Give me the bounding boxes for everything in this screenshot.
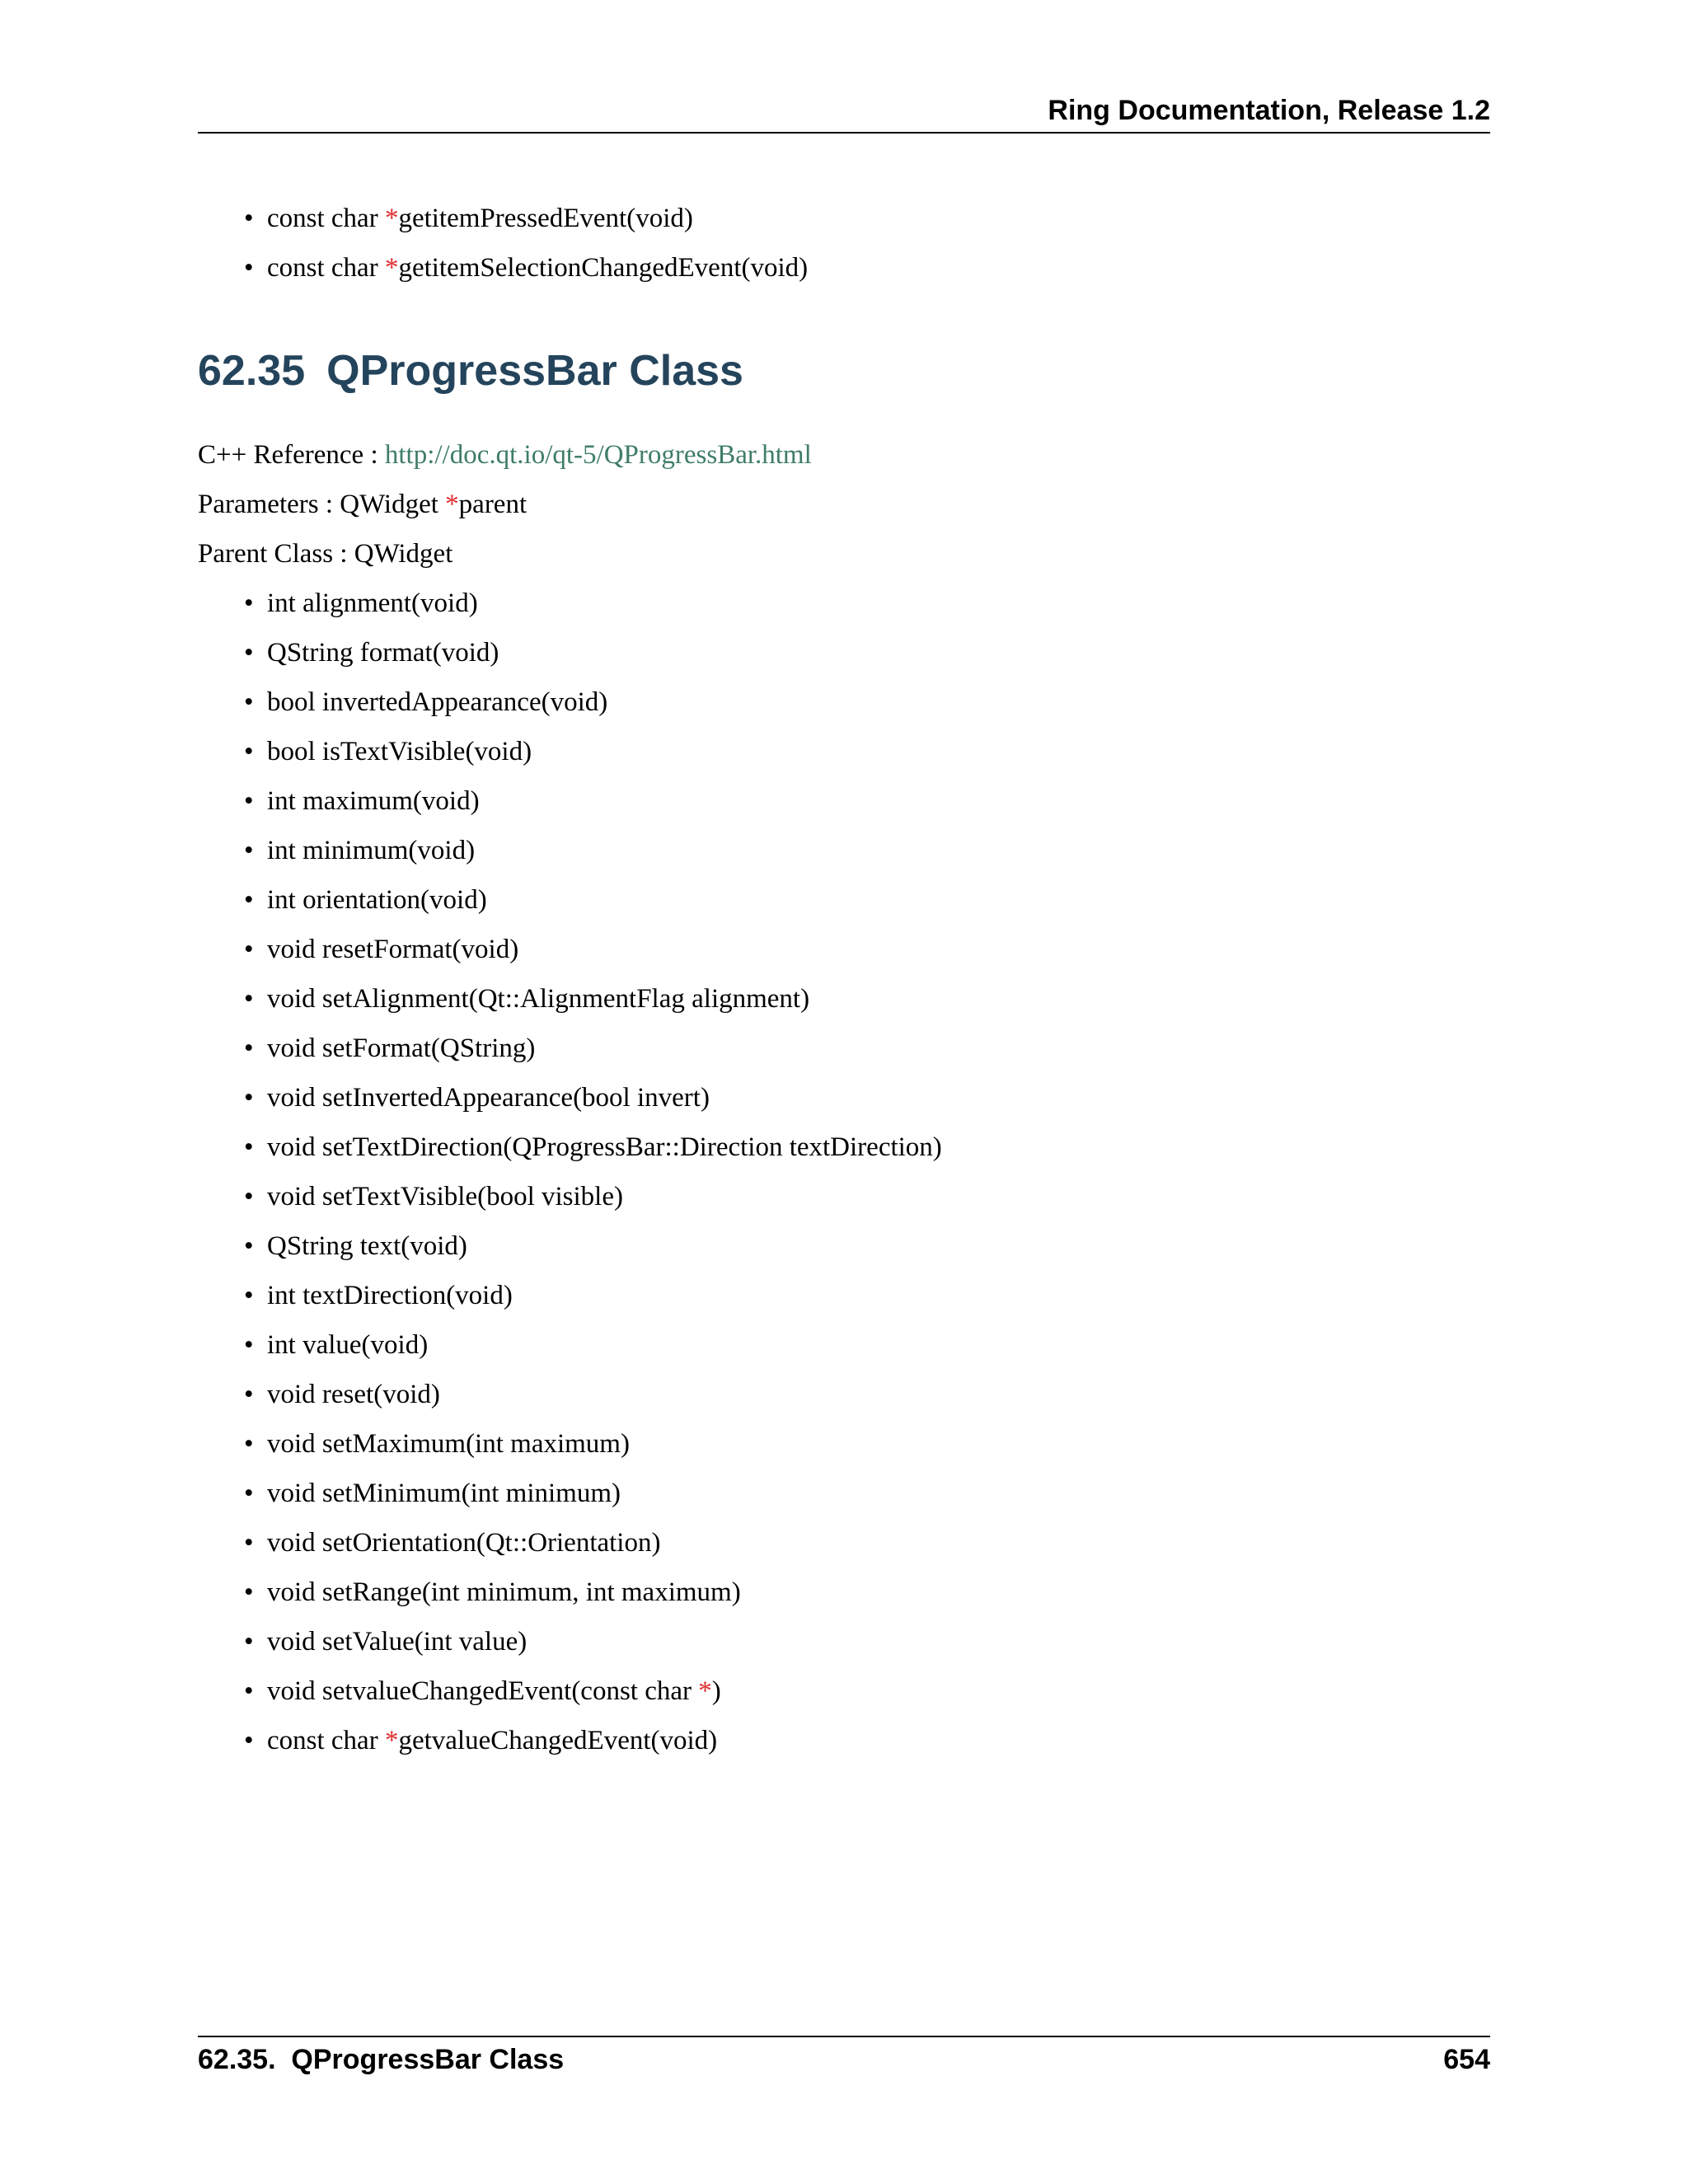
- method-signature: bool isTextVisible(void): [267, 737, 532, 766]
- bullet-icon: •: [244, 1577, 254, 1607]
- bullet-icon: •: [244, 1429, 254, 1459]
- method-signature-tail: ): [711, 1676, 721, 1706]
- bullet-icon: •: [244, 1132, 254, 1162]
- method-item: [244, 974, 942, 1024]
- bullet-icon: •: [244, 253, 254, 283]
- method-signature: void setvalueChangedEvent(const char: [267, 1676, 699, 1706]
- method-item: [244, 826, 942, 875]
- bullet-icon: •: [244, 1676, 254, 1706]
- bullet-icon: •: [244, 1033, 254, 1063]
- method-list: [244, 579, 942, 1765]
- pointer-asterisk: *: [384, 253, 399, 283]
- method-item: [244, 628, 942, 677]
- bullet-icon: •: [244, 1281, 254, 1310]
- bullet-icon: •: [244, 687, 254, 717]
- method-item: [244, 1271, 942, 1320]
- method-item: [244, 776, 942, 826]
- method-signature: void setRange(int minimum, int maximum): [267, 1577, 741, 1607]
- method-signature: void setValue(int value): [267, 1627, 528, 1657]
- bullet-icon: •: [244, 588, 254, 618]
- bullet-icon: •: [244, 786, 254, 816]
- method-signature: const char: [267, 1726, 385, 1755]
- method-signature-tail: getitemPressedEvent(void): [398, 204, 693, 233]
- bullet-icon: •: [244, 1726, 254, 1755]
- method-item: [244, 727, 942, 776]
- method-signature: void resetFormat(void): [267, 935, 519, 964]
- method-item: [244, 1568, 942, 1617]
- bullet-icon: •: [244, 1528, 254, 1558]
- bullet-icon: •: [244, 1231, 254, 1261]
- method-signature: void setOrientation(Qt::Orientation): [267, 1528, 661, 1558]
- bullet-icon: •: [244, 1479, 254, 1508]
- running-footer: [198, 2036, 1490, 2075]
- method-item: [244, 194, 808, 243]
- method-signature-tail: getvalueChangedEvent(void): [398, 1726, 718, 1755]
- method-item: [244, 1221, 942, 1271]
- method-item: [244, 1073, 942, 1122]
- parent-class-line: [198, 529, 452, 579]
- bullet-icon: •: [244, 1182, 254, 1212]
- method-item: [244, 925, 942, 974]
- method-signature: void setFormat(QString): [267, 1033, 536, 1063]
- method-signature: void setTextDirection(QProgressBar::Direction textDirection): [267, 1132, 942, 1162]
- method-signature: int maximum(void): [267, 786, 480, 816]
- method-item: [244, 1320, 942, 1370]
- method-item: [244, 1122, 942, 1172]
- parameters-label: Parameters : QWidget: [198, 490, 446, 519]
- cpp-reference-label: C++ Reference :: [198, 440, 385, 470]
- bullet-icon: •: [244, 737, 254, 766]
- bullet-icon: •: [244, 1627, 254, 1657]
- pointer-asterisk: *: [384, 1726, 399, 1755]
- bullet-icon: •: [244, 638, 254, 668]
- section-title: QProgressBar Class: [326, 347, 743, 395]
- method-signature: int alignment(void): [267, 588, 478, 618]
- method-item: [244, 677, 942, 727]
- section-number: 62.35: [198, 347, 306, 395]
- method-signature: const char: [267, 253, 385, 283]
- method-item: [244, 1716, 942, 1765]
- method-signature: void setTextVisible(bool visible): [267, 1182, 623, 1212]
- method-item: [244, 1469, 942, 1518]
- pointer-asterisk: *: [384, 204, 399, 233]
- bullet-icon: •: [244, 1380, 254, 1409]
- bullet-icon: •: [244, 1083, 254, 1113]
- method-item: [244, 1518, 942, 1568]
- parameters-line: [198, 480, 527, 529]
- parent-class-text: Parent Class : QWidget: [198, 539, 453, 569]
- document-title: Ring Documentation, Release 1.2: [1048, 95, 1490, 126]
- bullet-icon: •: [244, 204, 254, 233]
- parameters-value: parent: [458, 490, 528, 519]
- running-header: [198, 91, 1490, 134]
- cpp-reference-link[interactable]: http://doc.qt.io/qt-5/QProgressBar.html: [384, 440, 812, 470]
- method-signature: int textDirection(void): [267, 1281, 513, 1310]
- method-item: [244, 1024, 942, 1073]
- bullet-icon: •: [244, 885, 254, 915]
- method-signature: bool invertedAppearance(void): [267, 687, 608, 717]
- method-item: [244, 243, 808, 293]
- pointer-asterisk: *: [698, 1676, 712, 1706]
- continued-method-list: [244, 194, 808, 293]
- method-signature: int minimum(void): [267, 836, 476, 865]
- method-signature: void setAlignment(Qt::AlignmentFlag alignment): [267, 984, 810, 1014]
- method-signature: QString text(void): [267, 1231, 467, 1261]
- page-number: 654: [1443, 2044, 1490, 2075]
- bullet-icon: •: [244, 1330, 254, 1360]
- method-signature: void setMaximum(int maximum): [267, 1429, 630, 1459]
- method-signature: QString format(void): [267, 638, 499, 668]
- method-signature: void setMinimum(int minimum): [267, 1479, 621, 1508]
- bullet-icon: •: [244, 836, 254, 865]
- method-item: [244, 875, 942, 925]
- method-signature: void setInvertedAppearance(bool invert): [267, 1083, 710, 1113]
- method-item: [244, 1370, 942, 1419]
- method-signature: int orientation(void): [267, 885, 487, 915]
- method-signature: int value(void): [267, 1330, 429, 1360]
- method-item: [244, 1617, 942, 1666]
- method-item: [244, 579, 942, 628]
- method-signature-tail: getitemSelectionChangedEvent(void): [398, 253, 809, 283]
- method-item: [244, 1419, 942, 1469]
- method-item: [244, 1172, 942, 1221]
- bullet-icon: •: [244, 935, 254, 964]
- pointer-asterisk: *: [445, 490, 459, 519]
- cpp-reference-line: [198, 430, 812, 480]
- bullet-icon: •: [244, 984, 254, 1014]
- method-signature: void reset(void): [267, 1380, 440, 1409]
- section-heading: [198, 340, 743, 402]
- method-signature: const char: [267, 204, 385, 233]
- footer-section: 62.35. QProgressBar Class: [198, 2044, 565, 2075]
- method-item: [244, 1666, 942, 1716]
